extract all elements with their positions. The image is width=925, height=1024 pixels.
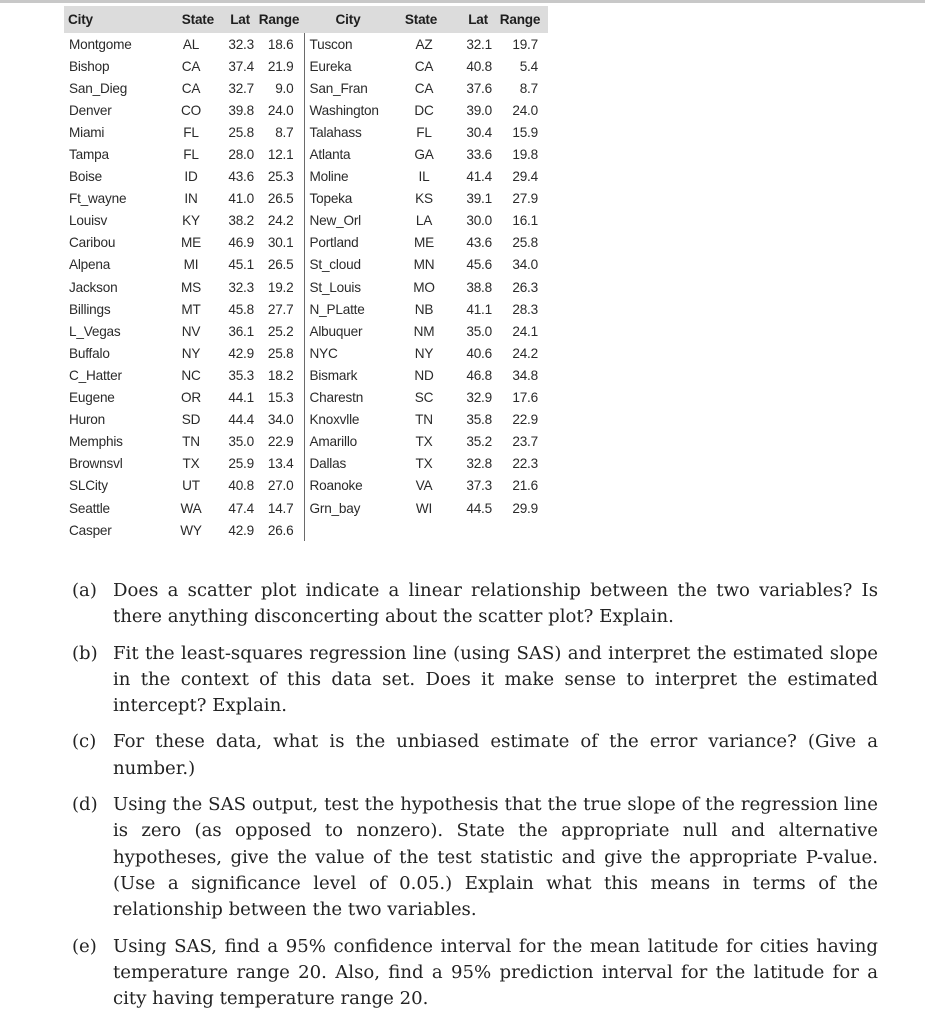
cell-city: Bishop <box>69 58 110 74</box>
cell-state: NY <box>181 345 201 361</box>
cell-range: 27.7 <box>267 301 294 317</box>
question-label: (a) <box>72 580 97 601</box>
cell-lat-2: 30.4 <box>466 124 492 140</box>
cell-state-2: CA <box>414 80 434 96</box>
cell-range: 34.0 <box>267 412 294 428</box>
table-row <box>64 99 548 121</box>
cell-range: 9.0 <box>275 80 294 96</box>
cell-lat-2: 37.3 <box>466 478 492 494</box>
cell-lat-2: 44.5 <box>466 500 492 516</box>
cell-city-2: Atlanta <box>304 143 392 165</box>
cell-state-2 <box>392 519 450 541</box>
cell-city-2: N_PLatte <box>304 298 392 320</box>
cell-range-2: 34.0 <box>512 257 538 273</box>
header-range: Range <box>254 6 304 33</box>
cell-range: 8.7 <box>275 124 294 140</box>
cell-range-2: 15.9 <box>512 124 538 140</box>
cell-range-2: 21.6 <box>512 478 538 494</box>
cell-city-2: Roanoke <box>304 475 392 497</box>
header-city: City <box>64 6 154 33</box>
cell-state: WY <box>180 522 202 538</box>
cell-state: UT <box>182 478 200 494</box>
header-range-2: Range <box>492 6 548 33</box>
cell-lat: 36.1 <box>228 323 254 339</box>
cell-range-2: 27.9 <box>512 191 538 207</box>
cell-state-2: FL <box>416 124 432 140</box>
cell-city: Casper <box>69 522 112 538</box>
cell-state-2: MN <box>413 257 435 273</box>
table-row <box>64 475 548 497</box>
cell-lat-2: 40.8 <box>466 58 492 74</box>
cell-state: MI <box>183 257 199 273</box>
cell-lat: 35.0 <box>228 434 254 450</box>
question-list <box>72 578 878 1022</box>
cell-state: MS <box>181 279 201 295</box>
cell-city: Caribou <box>69 235 116 251</box>
cell-range: 24.0 <box>267 102 294 118</box>
cell-lat: 38.2 <box>228 213 254 229</box>
question-label: (e) <box>72 935 97 957</box>
cell-state: CA <box>181 80 201 96</box>
cell-lat: 37.4 <box>228 58 254 74</box>
cell-state: MT <box>181 301 201 317</box>
cell-lat-2: 46.8 <box>466 367 492 383</box>
cell-city: Memphis <box>69 434 123 450</box>
cell-range-2: 5.4 <box>519 58 538 74</box>
cell-lat-2: 30.0 <box>466 213 492 229</box>
cell-range: 25.2 <box>267 323 294 339</box>
cell-lat-2: 32.9 <box>466 390 492 406</box>
cell-range: 25.8 <box>267 345 294 361</box>
top-border-line <box>0 0 925 3</box>
cell-range: 24.2 <box>267 213 294 229</box>
cell-state-2: DC <box>414 102 434 118</box>
cell-state-2: NY <box>414 345 434 361</box>
cell-state: ME <box>181 235 201 251</box>
cell-lat-2: 38.8 <box>466 279 492 295</box>
cell-state-2: ME <box>414 235 434 251</box>
question-text: For these data, what is the unbiased estimate of the error variance? (Give a number.) <box>113 731 878 779</box>
cell-lat: 44.4 <box>228 412 254 428</box>
cell-city: SLCity <box>69 478 108 494</box>
cell-state-2: MO <box>413 279 435 295</box>
cell-city-2: Albuquer <box>304 320 392 342</box>
cell-lat: 25.9 <box>228 456 254 472</box>
cell-state-2: LA <box>415 213 433 229</box>
cell-range: 25.3 <box>267 169 294 185</box>
cell-state: KY <box>182 213 200 229</box>
cell-state: ID <box>184 169 198 185</box>
cell-lat: 44.1 <box>228 390 254 406</box>
question-text: Using the SAS output, test the hypothesis that the true slope of the regression line is zero (as opposed to nonzero). State the appropriate null and alternative hypotheses, give the value of the test statistic and give the appropriate P-value. (Use a significance level of 0.05.) Explain what this means in terms of the relationship between the two variables. <box>113 794 878 921</box>
cell-range: 19.2 <box>267 279 294 295</box>
cell-city: Buffalo <box>69 345 110 361</box>
cell-city-2: Washington <box>304 99 392 121</box>
cell-city-2: San_Fran <box>304 77 392 99</box>
question-text: Does a scatter plot indicate a linear relationship between the two variables? Is there anything disconcerting about the scatter plot? Explain. <box>113 580 878 628</box>
cell-city: San_Dieg <box>69 80 128 96</box>
table-row <box>64 453 548 475</box>
cell-lat-2: 35.0 <box>466 323 492 339</box>
cell-city: Billings <box>69 301 111 317</box>
cell-city: Ft_wayne <box>69 191 127 207</box>
question-label: (c) <box>72 731 97 753</box>
cell-lat-2: 43.6 <box>466 235 492 251</box>
cell-city-2: Bismark <box>304 364 392 386</box>
cell-state: WA <box>180 500 202 516</box>
cell-range-2: 16.1 <box>512 213 538 229</box>
table-header-row <box>64 6 548 33</box>
cell-city-2: Amarillo <box>304 431 392 453</box>
cell-range-2: 34.8 <box>512 367 538 383</box>
cell-state-2: WI <box>415 500 433 516</box>
table-row <box>64 210 548 232</box>
cell-range: 21.9 <box>267 58 294 74</box>
cell-city-2: St_Louis <box>304 276 392 298</box>
cell-state: IN <box>184 191 198 207</box>
question-item <box>72 729 878 782</box>
table-row <box>64 342 548 364</box>
cell-range-2: 25.8 <box>512 235 538 251</box>
cell-range-2 <box>492 519 548 541</box>
cell-lat: 35.3 <box>228 367 254 383</box>
cell-city-2: Grn_bay <box>304 497 392 519</box>
cell-city: Eugene <box>69 390 115 406</box>
cell-lat-2: 35.2 <box>466 434 492 450</box>
cell-state: CA <box>181 58 201 74</box>
cell-city-2 <box>304 519 392 541</box>
cell-range: 13.4 <box>267 456 294 472</box>
question-label: (d) <box>72 794 98 816</box>
table-row <box>64 254 548 276</box>
cell-range: 26.5 <box>267 257 294 273</box>
cell-city: Louisv <box>69 213 108 229</box>
cell-lat-2: 35.8 <box>466 412 492 428</box>
cell-city: Boise <box>69 169 103 185</box>
table-row <box>64 364 548 386</box>
cell-city-2: St_cloud <box>304 254 392 276</box>
cell-lat: 28.0 <box>228 147 254 163</box>
cell-lat-2: 32.1 <box>466 36 492 52</box>
cell-range: 26.6 <box>267 522 294 538</box>
cell-range-2: 29.4 <box>512 169 538 185</box>
cell-state-2: SC <box>414 390 434 406</box>
cell-range-2: 24.0 <box>512 102 538 118</box>
cell-state: NC <box>181 367 201 383</box>
cell-city-2: Tuscon <box>304 33 392 55</box>
cell-range-2: 8.7 <box>519 80 538 96</box>
cell-range-2: 28.3 <box>512 301 538 317</box>
cell-state: NV <box>181 323 201 339</box>
cell-city-2: Eureka <box>304 55 392 77</box>
table-row <box>64 121 548 143</box>
cell-lat: 42.9 <box>228 345 254 361</box>
cell-state: OR <box>181 390 201 406</box>
cell-state: FL <box>183 147 199 163</box>
table-row <box>64 276 548 298</box>
cell-lat: 45.1 <box>228 257 254 273</box>
question-text: Fit the least-squares regression line (using SAS) and interpret the estimated slope in the context of this data set. Does it make sense to interpret the estimated intercept? Explain. <box>113 642 878 717</box>
cell-state-2: KS <box>415 191 433 207</box>
cell-range-2: 22.3 <box>512 456 538 472</box>
cell-state-2: NM <box>413 323 435 339</box>
cell-city: Tampa <box>69 147 109 163</box>
cell-state-2: ND <box>414 367 434 383</box>
cell-city-2: Topeka <box>304 188 392 210</box>
cell-range-2: 26.3 <box>512 279 538 295</box>
cell-range: 27.0 <box>267 478 294 494</box>
cell-range: 18.6 <box>267 36 294 52</box>
cell-range-2: 17.6 <box>512 390 538 406</box>
cell-range-2: 23.7 <box>512 434 538 450</box>
cell-state-2: VA <box>415 478 433 494</box>
header-state: State <box>154 6 218 33</box>
question-item <box>72 578 878 631</box>
cell-state-2: NB <box>414 301 434 317</box>
cell-range: 15.3 <box>267 390 294 406</box>
cell-range: 30.1 <box>267 235 294 251</box>
cell-city: Montgome <box>69 36 132 52</box>
cell-state-2: TX <box>415 456 433 472</box>
table-row <box>64 33 548 55</box>
cell-state-2: IL <box>418 169 430 185</box>
cell-lat: 25.8 <box>228 124 254 140</box>
header-state-2: State <box>392 6 450 33</box>
cell-city: Huron <box>69 412 106 428</box>
cell-lat-2: 39.0 <box>466 102 492 118</box>
table-row <box>64 77 548 99</box>
cell-lat-2: 32.8 <box>466 456 492 472</box>
cell-range: 12.1 <box>267 147 294 163</box>
cell-state-2: GA <box>414 147 434 163</box>
cell-city-2: Portland <box>304 232 392 254</box>
cell-lat: 32.3 <box>228 279 254 295</box>
cell-lat: 32.3 <box>228 36 254 52</box>
question-item <box>72 641 878 720</box>
cell-lat-2: 33.6 <box>466 147 492 163</box>
cell-lat-2: 41.4 <box>466 169 492 185</box>
table-row <box>64 143 548 165</box>
table-row <box>64 166 548 188</box>
cell-lat-2: 45.6 <box>466 257 492 273</box>
cell-range-2: 24.2 <box>512 345 538 361</box>
cell-lat: 40.8 <box>228 478 254 494</box>
cell-lat: 41.0 <box>228 191 254 207</box>
cell-city-2: Moline <box>304 166 392 188</box>
question-item <box>72 934 878 1013</box>
table-row <box>64 188 548 210</box>
cell-state: AL <box>182 36 200 52</box>
cell-lat: 39.8 <box>228 102 254 118</box>
cell-city: Jackson <box>69 279 118 295</box>
city-latitude-range-table <box>64 6 548 541</box>
cell-state: SD <box>181 412 201 428</box>
cell-lat: 47.4 <box>228 500 254 516</box>
header-lat-2: Lat <box>450 6 492 33</box>
cell-city-2: Charestn <box>304 387 392 409</box>
cell-range-2: 19.7 <box>512 36 538 52</box>
cell-city: Denver <box>69 102 112 118</box>
cell-city-2: Knoxvlle <box>304 409 392 431</box>
cell-city: C_Hatter <box>69 367 122 383</box>
cell-lat-2: 37.6 <box>466 80 492 96</box>
cell-range: 18.2 <box>267 367 294 383</box>
table-row <box>64 497 548 519</box>
cell-range: 14.7 <box>267 500 294 516</box>
table-body <box>64 33 548 541</box>
table-row <box>64 519 548 541</box>
question-text: Using SAS, find a 95% confidence interval for the mean latitude for cities having temperature range 20. Also, find a 95% prediction interval for the latitude for a city having temperature range 20. <box>113 935 878 1010</box>
cell-lat: 45.8 <box>228 301 254 317</box>
question-item <box>72 792 878 923</box>
cell-lat: 46.9 <box>228 235 254 251</box>
header-lat: Lat <box>218 6 254 33</box>
cell-state: TX <box>182 456 200 472</box>
table-row <box>64 232 548 254</box>
cell-range: 22.9 <box>267 434 294 450</box>
cell-state-2: AZ <box>415 36 433 52</box>
cell-state: CO <box>181 102 201 118</box>
cell-city-2: New_Orl <box>304 210 392 232</box>
cell-city-2: NYC <box>304 342 392 364</box>
cell-city: Miami <box>69 124 105 140</box>
table-row <box>64 55 548 77</box>
cell-range: 26.5 <box>267 191 294 207</box>
cell-range-2: 24.1 <box>512 323 538 339</box>
table-row <box>64 320 548 342</box>
table-row <box>64 298 548 320</box>
cell-state-2: TX <box>415 434 433 450</box>
cell-state-2: TN <box>415 412 433 428</box>
cell-lat: 43.6 <box>228 169 254 185</box>
table-row <box>64 409 548 431</box>
cell-lat-2 <box>450 519 492 541</box>
header-city-2: City <box>304 6 392 33</box>
cell-city: Brownsvl <box>69 456 123 472</box>
cell-lat: 32.7 <box>228 80 254 96</box>
cell-lat-2: 39.1 <box>466 191 492 207</box>
cell-city: Seattle <box>69 500 110 516</box>
cell-state-2: CA <box>414 58 434 74</box>
cell-city: L_Vegas <box>69 323 121 339</box>
cell-lat-2: 40.6 <box>466 345 492 361</box>
cell-city-2: Dallas <box>304 453 392 475</box>
cell-range-2: 19.8 <box>512 147 538 163</box>
question-label: (b) <box>72 642 98 664</box>
cell-range-2: 29.9 <box>512 500 538 516</box>
cell-range-2: 22.9 <box>512 412 538 428</box>
table-row <box>64 387 548 409</box>
cell-city-2: Talahass <box>304 121 392 143</box>
table-row <box>64 431 548 453</box>
cell-city: Alpena <box>69 257 111 273</box>
cell-lat: 42.9 <box>228 522 254 538</box>
cell-lat-2: 41.1 <box>466 301 492 317</box>
cell-state: FL <box>183 124 199 140</box>
cell-state: TN <box>182 434 200 450</box>
